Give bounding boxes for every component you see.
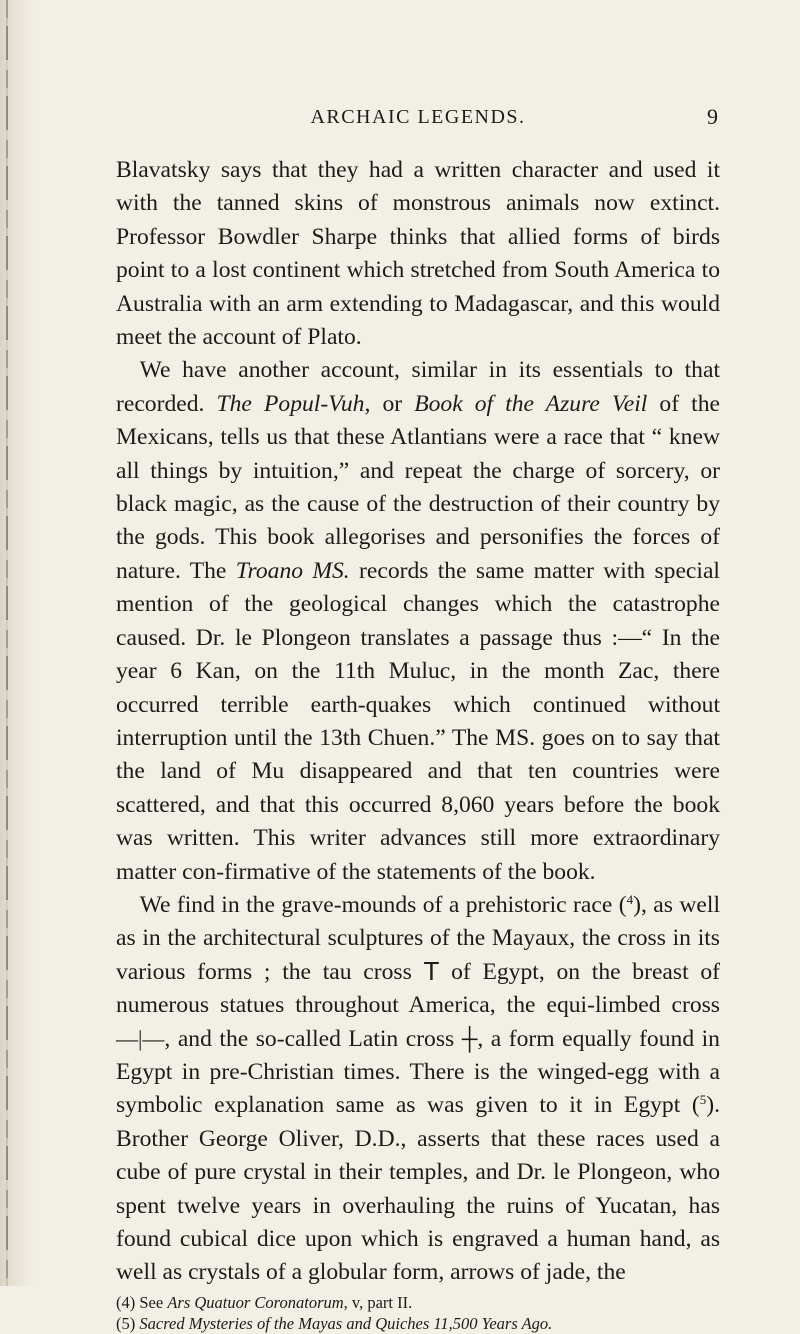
running-head	[116, 104, 720, 134]
latin-cross-symbol: ┼	[461, 1025, 478, 1051]
footnote-4-mark: (4)	[116, 1292, 136, 1312]
footnote-4-prefix: See	[139, 1292, 164, 1312]
title-book-of-azure-veil: Book of the Azure Veil	[414, 390, 648, 417]
book-page	[116, 0, 720, 1334]
running-title: ARCHAIC LEGENDS.	[310, 106, 526, 128]
paragraph-3-text-e: , a form equally found in Egypt in pre-Christian times. There is the winged-egg with a symbolic explanation same as was given to it in Egypt (	[116, 1025, 720, 1119]
paragraph-3-text-b: ), as well as in the architectural sculptures of the Mayaux, the cross in its various forms ; the tau cross	[116, 891, 720, 985]
footnote-ref-4: 4	[626, 891, 634, 907]
paragraph-2-text-c: of the Mexicans, tells us that these Atlantians were a race that “ knew all things by intuition,” and repeat the charge of sorcery, or black magic, as the cause of the destruction of their country by the gods. This book allegorises and personifies the forces of nature. The	[116, 390, 720, 584]
paragraph-3-text-f: ). Brother George Oliver, D.D., asserts that these races used a cube of pure crystal in their temples, and Dr. le Plongeon, who spent twelve years in overhauling the ruins of Yucatan, has found cubical dice upon which is engraved a human hand, as well as crystals of a globular form, arrows of jade, the	[116, 1092, 720, 1286]
paragraph-3-text-c: of Egypt, on the breast of numerous statues throughout America, the equi-limbed cross	[116, 958, 720, 1019]
book-binding-edge	[0, 0, 34, 1286]
equi-limbed-cross-symbol: —|—	[116, 1025, 165, 1051]
footnote-5-mark: (5)	[116, 1313, 136, 1333]
paragraph-2-text-a: We have another account, similar in its essentials to that recorded.	[116, 357, 720, 417]
paragraph-2-text-b: or	[382, 390, 403, 417]
paragraph-3-text-a: We find in the grave-mounds of a prehistoric race (	[139, 891, 627, 918]
body-text	[116, 154, 720, 1290]
paragraph-1: Blavatsky says that they had a written character and used it with the tanned skins of monstrous animals now extinct. Professor Bowdler Sharpe thinks that allied forms of birds point to a lost continent which stretched from South America to Australia with an arm extending to Madagascar, and this would meet the account of Plato.	[116, 157, 720, 351]
footnote-5	[116, 1313, 720, 1334]
footnote-ref-5: 5	[699, 1092, 707, 1108]
paragraph-3-text-d: , and the so-called Latin cross	[164, 1025, 455, 1052]
footnote-4-suffix: v, part II.	[351, 1292, 413, 1312]
paragraph-2-text-d: records the same matter with special mention of the geological changes which the catastrophe caused. Dr. le Plongeon translates a passage thus :—“ In the year 6 Kan, on the 11th Muluc, in the month Zac, there occurred terrible earth-quakes which continued without interruption until the 13th Chuen.” The MS. goes on to say that the land of Mu disappeared and that ten countries were scattered, and that this occurred 8,060 years before the book was written. This writer advances still more extraordinary matter con-firmative of the statements of the book.	[116, 557, 720, 885]
footnote-4-title: Ars Quatuor Coronatorum,	[167, 1292, 348, 1312]
paragraph-3	[116, 889, 720, 1290]
footnotes	[116, 1292, 720, 1334]
title-popul-vuh: The Popul-Vuh,	[216, 390, 371, 417]
page-number: 9	[707, 104, 718, 129]
footnote-5-title: Sacred Mysteries of the Mayas and Quiches 11,500 Years Ago.	[139, 1313, 553, 1333]
tau-cross-symbol: T	[423, 955, 440, 986]
paragraph-2	[116, 354, 720, 889]
footnote-4	[116, 1292, 720, 1313]
title-troano-ms: Troano MS.	[235, 557, 350, 584]
